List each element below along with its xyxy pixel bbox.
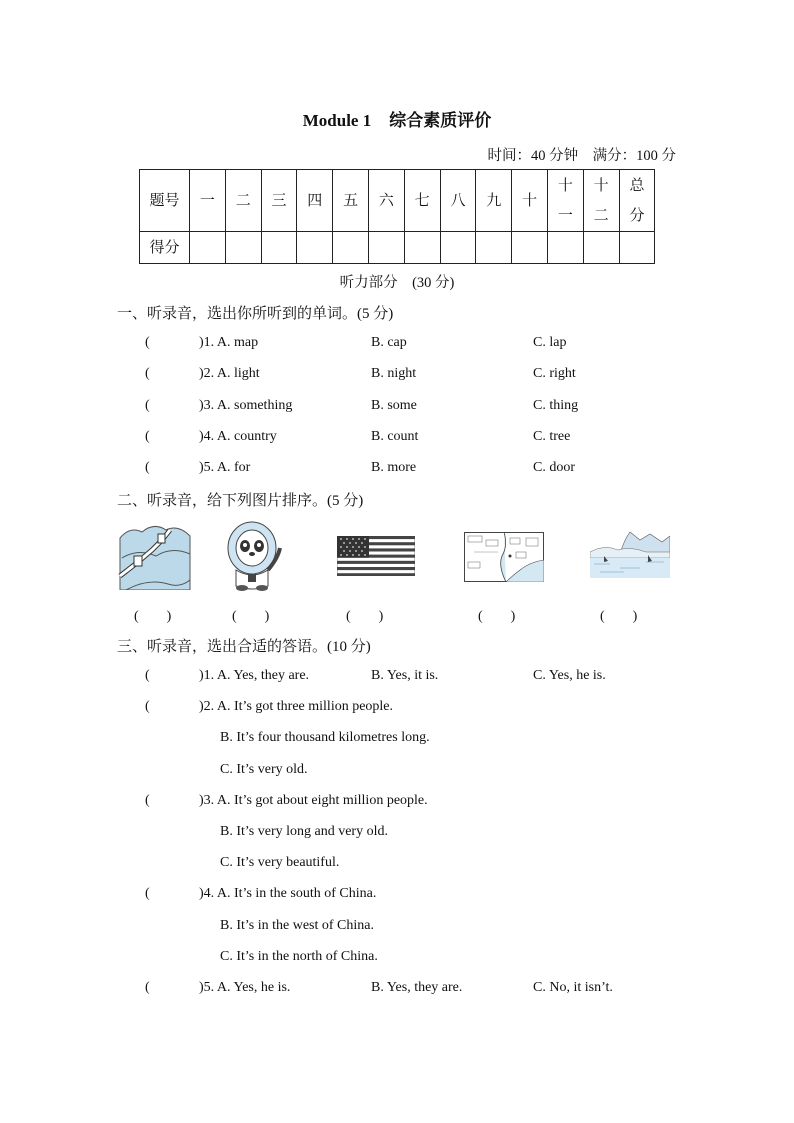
score-cell[interactable] [512,232,548,264]
map-picture [464,532,544,582]
score-col-6: 六 [368,170,404,232]
answer-paren: ( [346,609,351,624]
option-a: )5. A. for [199,460,251,475]
score-cell[interactable] [190,232,226,264]
answer-paren[interactable]: ( [145,793,150,808]
score-col-12-line2: 二 [593,207,609,224]
score-cell[interactable] [547,232,583,264]
answer-paren[interactable]: ( [145,398,150,413]
score-col-10: 十 [512,170,548,232]
option-c: C. Yes, he is. [533,668,606,683]
option-a: )1. A. Yes, they are. [199,668,310,683]
score-cell[interactable] [619,232,655,264]
page-title [0,106,794,131]
module-title: Module 1 [302,111,372,130]
score-col-total-line2: 分 [629,207,645,224]
score-col-11-line2: 一 [557,207,573,224]
answer-paren: ( [478,609,483,624]
option-b: B. count [371,429,419,444]
score-table-row-label: 题号 [140,170,190,232]
score-col-1: 一 [190,170,226,232]
great-wall-picture [118,518,192,590]
option-a: )3. A. It’s got about eight million people. [199,793,428,808]
answer-paren[interactable]: ( [145,429,150,444]
picture-answer-paren-2[interactable]: ( ) [232,609,270,624]
score-col-11 [547,170,583,232]
score-col-total-line1: 总 [629,177,645,194]
score-col-11-line1: 十 [557,177,573,194]
section2-heading: 二、听录音，给下列图片排序。(5 分) [117,493,364,509]
option-c: C. right [533,366,576,381]
option-b: B. night [371,366,417,381]
option-c: C. It’s very beautiful. [220,855,340,870]
us-flag-picture [337,536,415,576]
answer-paren[interactable]: ( [145,335,150,350]
time-info: 时间：40 分钟 满分：100 分 [487,148,676,164]
score-col-total [619,170,655,232]
option-b: B. It’s very long and very old. [220,824,388,839]
score-table [139,169,655,264]
score-row-label: 得分 [140,232,190,264]
option-c: C. tree [533,429,571,444]
option-a: )1. A. map [199,335,259,350]
option-b: B. some [371,398,417,413]
answer-paren[interactable]: ( [145,668,150,683]
score-cell[interactable] [368,232,404,264]
option-c: C. It’s very old. [220,762,308,777]
score-col-2: 二 [225,170,261,232]
option-b: B. Yes, they are. [371,980,463,995]
option-c: C. lap [533,335,567,350]
option-b: B. It’s in the west of China. [220,918,374,933]
option-a: )4. A. It’s in the south of China. [199,886,377,901]
lake-mountains-picture [590,528,670,578]
score-cell[interactable] [404,232,440,264]
score-col-9: 九 [476,170,512,232]
score-col-12 [583,170,619,232]
section3-heading: 三、听录音，选出合适的答语。(10 分) [117,639,371,655]
score-col-5: 五 [333,170,369,232]
option-a: )2. A. light [199,366,260,381]
option-b: B. cap [371,335,407,350]
picture-answer-paren-3[interactable]: ( ) [346,609,384,624]
score-cell[interactable] [333,232,369,264]
score-table-score-row [140,232,655,264]
option-a: )2. A. It’s got three million people. [199,699,394,714]
option-c: C. door [533,460,575,475]
answer-paren[interactable]: ( [145,699,150,714]
option-c: C. It’s in the north of China. [220,949,378,964]
listening-part-label: 听力部分 (30 分) [339,275,455,291]
score-cell[interactable] [297,232,333,264]
answer-paren[interactable]: ( [145,366,150,381]
answer-paren: ( [134,609,139,624]
score-col-4: 四 [297,170,333,232]
module-subtitle: 综合素质评价 [389,111,492,130]
option-b: B. more [371,460,417,475]
option-c: C. thing [533,398,579,413]
score-cell[interactable] [261,232,297,264]
option-b: B. It’s four thousand kilometres long. [220,730,430,745]
picture-answer-paren-1[interactable]: ( ) [134,609,172,624]
option-c: C. No, it isn’t. [533,980,613,995]
score-cell[interactable] [583,232,619,264]
answer-paren[interactable]: ( [145,460,150,475]
answer-paren: ( [232,609,237,624]
score-col-12-line1: 十 [593,177,609,194]
picture-answer-paren-5[interactable]: ( ) [600,609,638,624]
answer-paren[interactable]: ( [145,980,150,995]
option-a: )3. A. something [199,398,293,413]
section1-heading: 一、听录音，选出你所听到的单词。(5 分) [117,306,394,322]
picture-answer-paren-4[interactable]: ( ) [478,609,516,624]
score-cell[interactable] [225,232,261,264]
panda-mascot-picture [222,518,286,592]
score-col-7: 七 [404,170,440,232]
score-table-header-row [140,170,655,232]
score-col-3: 三 [261,170,297,232]
score-cell[interactable] [440,232,476,264]
option-a: )4. A. country [199,429,277,444]
option-b: B. Yes, it is. [371,668,439,683]
answer-paren[interactable]: ( [145,886,150,901]
score-cell[interactable] [476,232,512,264]
score-col-8: 八 [440,170,476,232]
option-a: )5. A. Yes, he is. [199,980,291,995]
answer-paren: ( [600,609,605,624]
